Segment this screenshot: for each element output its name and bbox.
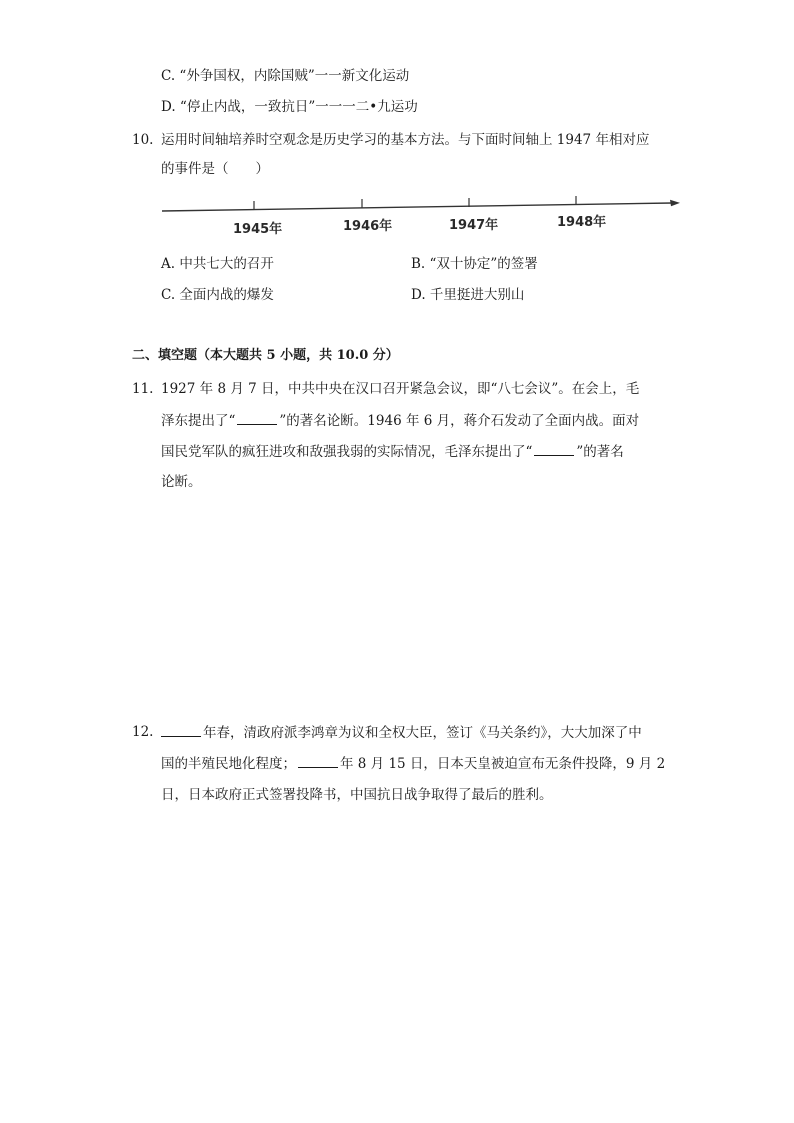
q11-number: 11.	[132, 381, 154, 397]
section-title-fill-in: 二、填空题（本大题共 5 小题，共 10.0 分）	[132, 348, 399, 363]
q11-line3-text-a: 国民党军队的疯狂进攻和敌强我弱的实际情况，毛泽东提出了“	[161, 444, 533, 460]
q11-line1: 1927 年 8 月 7 日，中共中央在汉口召开紧急会议，即“八七会议”。在会上，毛	[161, 381, 640, 397]
q11-line2-text-b: ”的著名论断。1946 年 6 月，蒋介石发动了全面内战。面对	[279, 413, 640, 429]
q11-line3	[161, 441, 624, 462]
timeline-label-1946: 1946年	[343, 219, 393, 234]
timeline-label-1945: 1945年	[233, 222, 283, 237]
q12-blank-2[interactable]	[298, 753, 338, 768]
q12-line3: 日，日本政府正式签署投降书，中国抗日战争取得了最后的胜利。	[161, 787, 553, 803]
timeline-label-1948: 1948年	[557, 215, 607, 230]
q12-line2-text-a: 国的半殖民地化程度；	[161, 756, 296, 772]
timeline-axis	[162, 200, 680, 211]
q12-number: 12.	[132, 724, 154, 740]
q11-line2	[161, 410, 639, 431]
q12-line1	[161, 722, 642, 743]
q10-number: 10.	[132, 132, 154, 148]
q10-option-b: B. “双十协定”的签署	[411, 256, 538, 272]
q9-option-c: C. “外争国权，内除国贼”一一新文化运动	[161, 68, 410, 84]
q12-line2-text-b: 年 8 月 15 日，日本天皇被迫宣布无条件投降，9 月 2	[340, 756, 666, 772]
q11-blank-1[interactable]	[237, 410, 277, 425]
q11-line2-text-a: 泽东提出了“	[161, 413, 236, 429]
q11-blank-2[interactable]	[534, 441, 574, 456]
q10-option-c: C. 全面内战的爆发	[161, 287, 274, 303]
q10-option-d: D. 千里挺进大别山	[411, 287, 525, 303]
q9-option-d: D. “停止内战，一致抗日”一一一二•九运功	[161, 99, 418, 115]
q10-option-a: A. 中共七大的召开	[161, 256, 274, 272]
q12-line2	[161, 753, 665, 774]
q12-line1-text: 年春，清政府派李鸿章为议和全权大臣，签订《马关条约》，大大加深了中	[203, 725, 642, 741]
q10-stem-line1: 运用时间轴培养时空观念是历史学习的基本方法。与下面时间轴上 1947 年相对应	[161, 132, 650, 148]
timeline-label-1947: 1947年	[449, 218, 499, 233]
timeline-figure	[0, 190, 794, 250]
q10-stem-line2: 的事件是（ ）	[161, 161, 269, 177]
q11-line4: 论断。	[161, 474, 202, 490]
q11-line3-text-b: ”的著名	[576, 444, 624, 460]
q12-blank-1[interactable]	[161, 722, 201, 737]
